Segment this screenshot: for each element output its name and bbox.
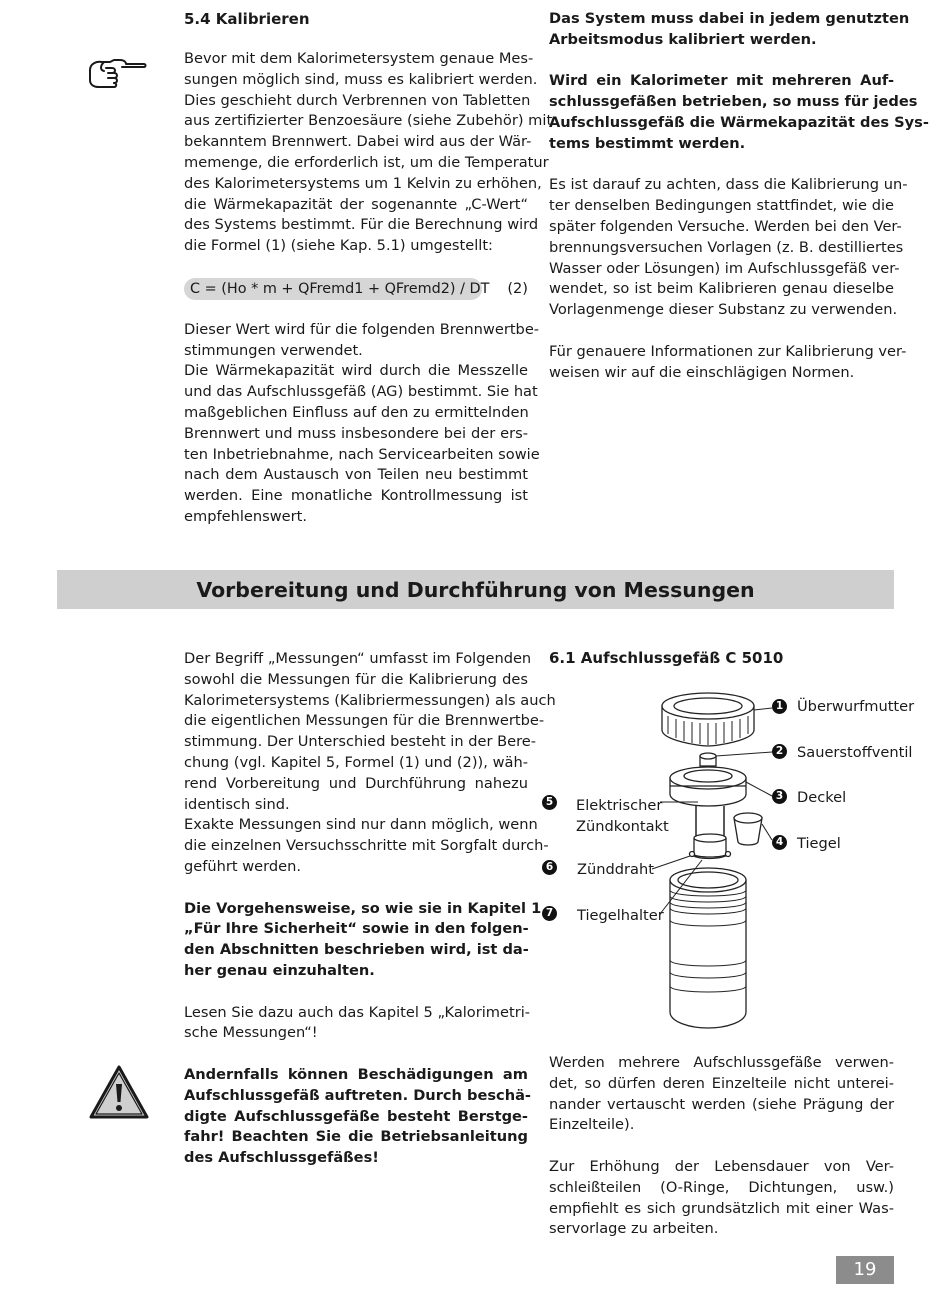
text-line: Wasser oder Lösungen) im Aufschlussgefäß ver- — [549, 259, 900, 277]
text-line: den Abschnitten beschrieben wird, ist da- — [184, 941, 529, 959]
text-line: Einzelteile). — [549, 1116, 635, 1134]
text-line: weisen wir auf die einschlägigen Normen. — [549, 363, 855, 381]
text-line: sche Messungen“! — [184, 1024, 318, 1042]
text-line: Arbeitsmodus kalibriert werden. — [549, 30, 817, 48]
section-title-bar — [57, 570, 894, 609]
text-line: geführt werden. — [184, 857, 302, 875]
text-line: des Aufschlussgefäßes! — [184, 1149, 379, 1167]
formula-number: (2) — [507, 279, 528, 297]
multiple-vessels-paragraph — [549, 1053, 894, 1136]
text-line: die Wärmekapazität der sogenannte „C-Wert“ — [184, 195, 528, 213]
heat-capacity-paragraph — [184, 361, 540, 527]
text-line: die einzelnen Versuchsschritte mit Sorgfalt durch- — [184, 837, 549, 855]
work-mode-note — [549, 9, 910, 51]
measurements-definition-paragraph — [184, 649, 556, 815]
text-line: werden. Eine monatliche Kontrollmessung ist — [184, 487, 528, 505]
text-line: fahr! Beachten Sie die Betriebsanleitung — [184, 1128, 528, 1146]
part-number-4: 4 — [772, 835, 787, 850]
text-line: Wird ein Kalorimeter mit mehreren Auf- — [549, 72, 894, 90]
part-number-6: 6 — [542, 860, 557, 875]
text-line: bekanntem Brennwert. Dabei wird aus der Wär- — [184, 133, 532, 151]
text-line: Die Vorgehensweise, so wie sie in Kapitel 1 — [184, 899, 542, 917]
text-line: stimmungen verwendet. — [184, 341, 363, 359]
text-line: Aufschlussgefäß auftreten. Durch beschä- — [184, 1086, 531, 1104]
text-line: „Für Ihre Sicherheit“ sowie in den folgen- — [184, 920, 529, 938]
warning-text — [184, 1065, 531, 1169]
part-number-2: 2 — [772, 744, 787, 759]
page-number: 19 — [836, 1256, 894, 1284]
part-label-lid: Deckel — [797, 789, 847, 806]
part-label-ignition-contact: Elektrischer Zündkontakt — [576, 797, 669, 835]
multiple-vessels-note — [549, 71, 929, 154]
calibration-intro-paragraph — [184, 49, 553, 257]
callout-leader-lines — [540, 790, 710, 930]
text-line: Aufschlussgefäß die Wärmekapazität des Sys- — [549, 113, 929, 131]
section-heading-6-1: 6.1 Aufschlussgefäß C 5010 — [549, 649, 784, 667]
text-line: empfehlenswert. — [184, 507, 307, 525]
text-line: digte Aufschlussgefäße besteht Berstge- — [184, 1107, 528, 1125]
text-line: Zur Erhöhung der Lebensdauer von Ver- — [549, 1157, 894, 1175]
text-line: sowohl die Messungen für die Kalibrierung des — [184, 670, 528, 688]
text-line: stimmung. Der Unterschied besteht in der Bere- — [184, 733, 537, 751]
text-line: aus zertifizierter Benzoesäure (siehe Zubehör) mit — [184, 112, 553, 130]
text-line: später folgenden Versuche. Werden bei den Ver- — [549, 217, 902, 235]
formula-row — [184, 278, 528, 302]
text-line: Werden mehrere Aufschlussgefäße verwen- — [549, 1054, 894, 1071]
part-number-7: 7 — [542, 906, 557, 921]
text-line: Es ist darauf zu achten, dass die Kalibrierung un- — [549, 176, 908, 194]
text-line: brennungsversuchen Vorlagen (z. B. destilliertes — [549, 238, 904, 256]
top-left-column — [184, 9, 553, 528]
text-line: empfiehlt es sich grundsätzlich mit einer Was- — [549, 1199, 894, 1217]
text-line: Lesen Sie dazu auch das Kapitel 5 „Kalorimetri- — [184, 1003, 531, 1021]
text-line: memenge, die erforderlich ist, um die Temperatur — [184, 153, 549, 171]
bottom-right-column — [549, 648, 894, 668]
bottom-left-column — [184, 649, 556, 1169]
top-right-column — [549, 9, 929, 383]
text-line: det, so dürfen deren Einzelteile nicht unterei- — [549, 1074, 894, 1092]
text-line: Dies geschieht durch Verbrennen von Tabletten — [184, 91, 531, 109]
text-line: Dieser Wert wird für die folgenden Brennwertbe- — [184, 320, 540, 338]
text-line: Die Wärmekapazität wird durch die Messzelle — [184, 362, 528, 380]
text-line: Vorlagenmenge dieser Substanz zu verwenden. — [549, 301, 898, 319]
part-label-union-nut: Überwurfmutter — [797, 698, 915, 715]
text-line: sungen möglich sind, muss es kalibriert werden. — [184, 70, 538, 88]
text-line: Kalorimetersystems (Kalibriermessungen) als auch — [184, 691, 556, 709]
text-line: nach dem Austausch von Teilen neu bestimmt — [184, 466, 528, 484]
exact-measurements-paragraph — [184, 815, 549, 877]
text-line: Das System muss dabei in jedem genutzten — [549, 10, 910, 27]
text-line: ter denselben Bedingungen stattfindet, wie die — [549, 197, 894, 215]
text-line: servorlage zu arbeiten. — [549, 1220, 719, 1238]
text-line: Bevor mit dem Kalorimetersystem genaue Mes- — [184, 50, 534, 67]
section-heading-5-4: 5.4 Kalibrieren — [184, 10, 310, 28]
text-line: schlussgefäßen betrieben, so muss für jedes — [549, 93, 918, 111]
text-line: identisch sind. — [184, 795, 290, 813]
text-line: her genau einzuhalten. — [184, 961, 375, 979]
text-line: Brennwert und muss insbesondere bei der ers- — [184, 424, 528, 442]
warning-triangle-icon — [88, 1064, 150, 1120]
calibration-formula: C = (Ho * m + QFremd1 + QFremd2) / DT — [184, 278, 482, 300]
part-label-oxygen-valve: Sauerstoffventil — [797, 744, 913, 761]
text-line: tems bestimmt werden. — [549, 134, 746, 152]
text-line: des Kalorimetersystems um 1 Kelvin zu erhöhen, — [184, 174, 542, 192]
part-number-3: 3 — [772, 789, 787, 804]
part-label-ignition-wire: Zünddraht — [577, 861, 654, 878]
text-line: des Systems bestimmt. Für die Berechnung wird — [184, 216, 539, 234]
text-line: Andernfalls können Beschädigungen am — [184, 1065, 528, 1083]
wear-parts-paragraph — [549, 1157, 894, 1240]
text-line: maßgeblichen Einfluss auf den zu ermittelnden — [184, 403, 529, 421]
text-line: wendet, so ist beim Kalibrieren genau dieselbe — [549, 280, 894, 298]
section-title: Vorbereitung und Durchführung von Messungen — [196, 578, 755, 602]
bottom-right-text — [549, 1053, 894, 1240]
text-line: Der Begriff „Messungen“ umfasst im Folgenden — [184, 650, 532, 667]
part-number-5: 5 — [542, 795, 557, 810]
text-line: die eigentlichen Messungen für die Brennwertbe- — [184, 712, 545, 730]
text-line: Für genauere Informationen zur Kalibrierung ver- — [549, 342, 907, 360]
same-conditions-paragraph — [549, 175, 908, 321]
procedure-note — [184, 899, 542, 982]
text-line: und das Aufschlussgefäß (AG) bestimmt. Sie hat — [184, 383, 538, 401]
text-line: rend Vorbereitung und Durchführung nahezu — [184, 774, 528, 792]
text-line: die Formel (1) (siehe Kap. 5.1) umgestellt: — [184, 237, 493, 255]
text-line: ten Inbetriebnahme, nach Servicearbeiten sowie — [184, 445, 540, 463]
text-line: schleißteilen (O-Ringe, Dichtungen, usw.) — [549, 1178, 894, 1196]
chapter-reference-paragraph — [184, 1003, 531, 1045]
text-line: nander vertauscht werden (siehe Prägung der — [549, 1095, 894, 1113]
text-line: Exakte Messungen sind nur dann möglich, wenn — [184, 816, 538, 834]
value-usage-paragraph — [184, 320, 540, 362]
part-label-crucible-holder: Tiegelhalter — [577, 907, 664, 924]
part-label-crucible: Tiegel — [797, 835, 841, 852]
text-line: chung (vgl. Kapitel 5, Formel (1) und (2)), wäh- — [184, 753, 528, 771]
part-number-1: 1 — [772, 699, 787, 714]
pointing-hand-icon — [86, 56, 148, 90]
norms-paragraph — [549, 342, 907, 384]
